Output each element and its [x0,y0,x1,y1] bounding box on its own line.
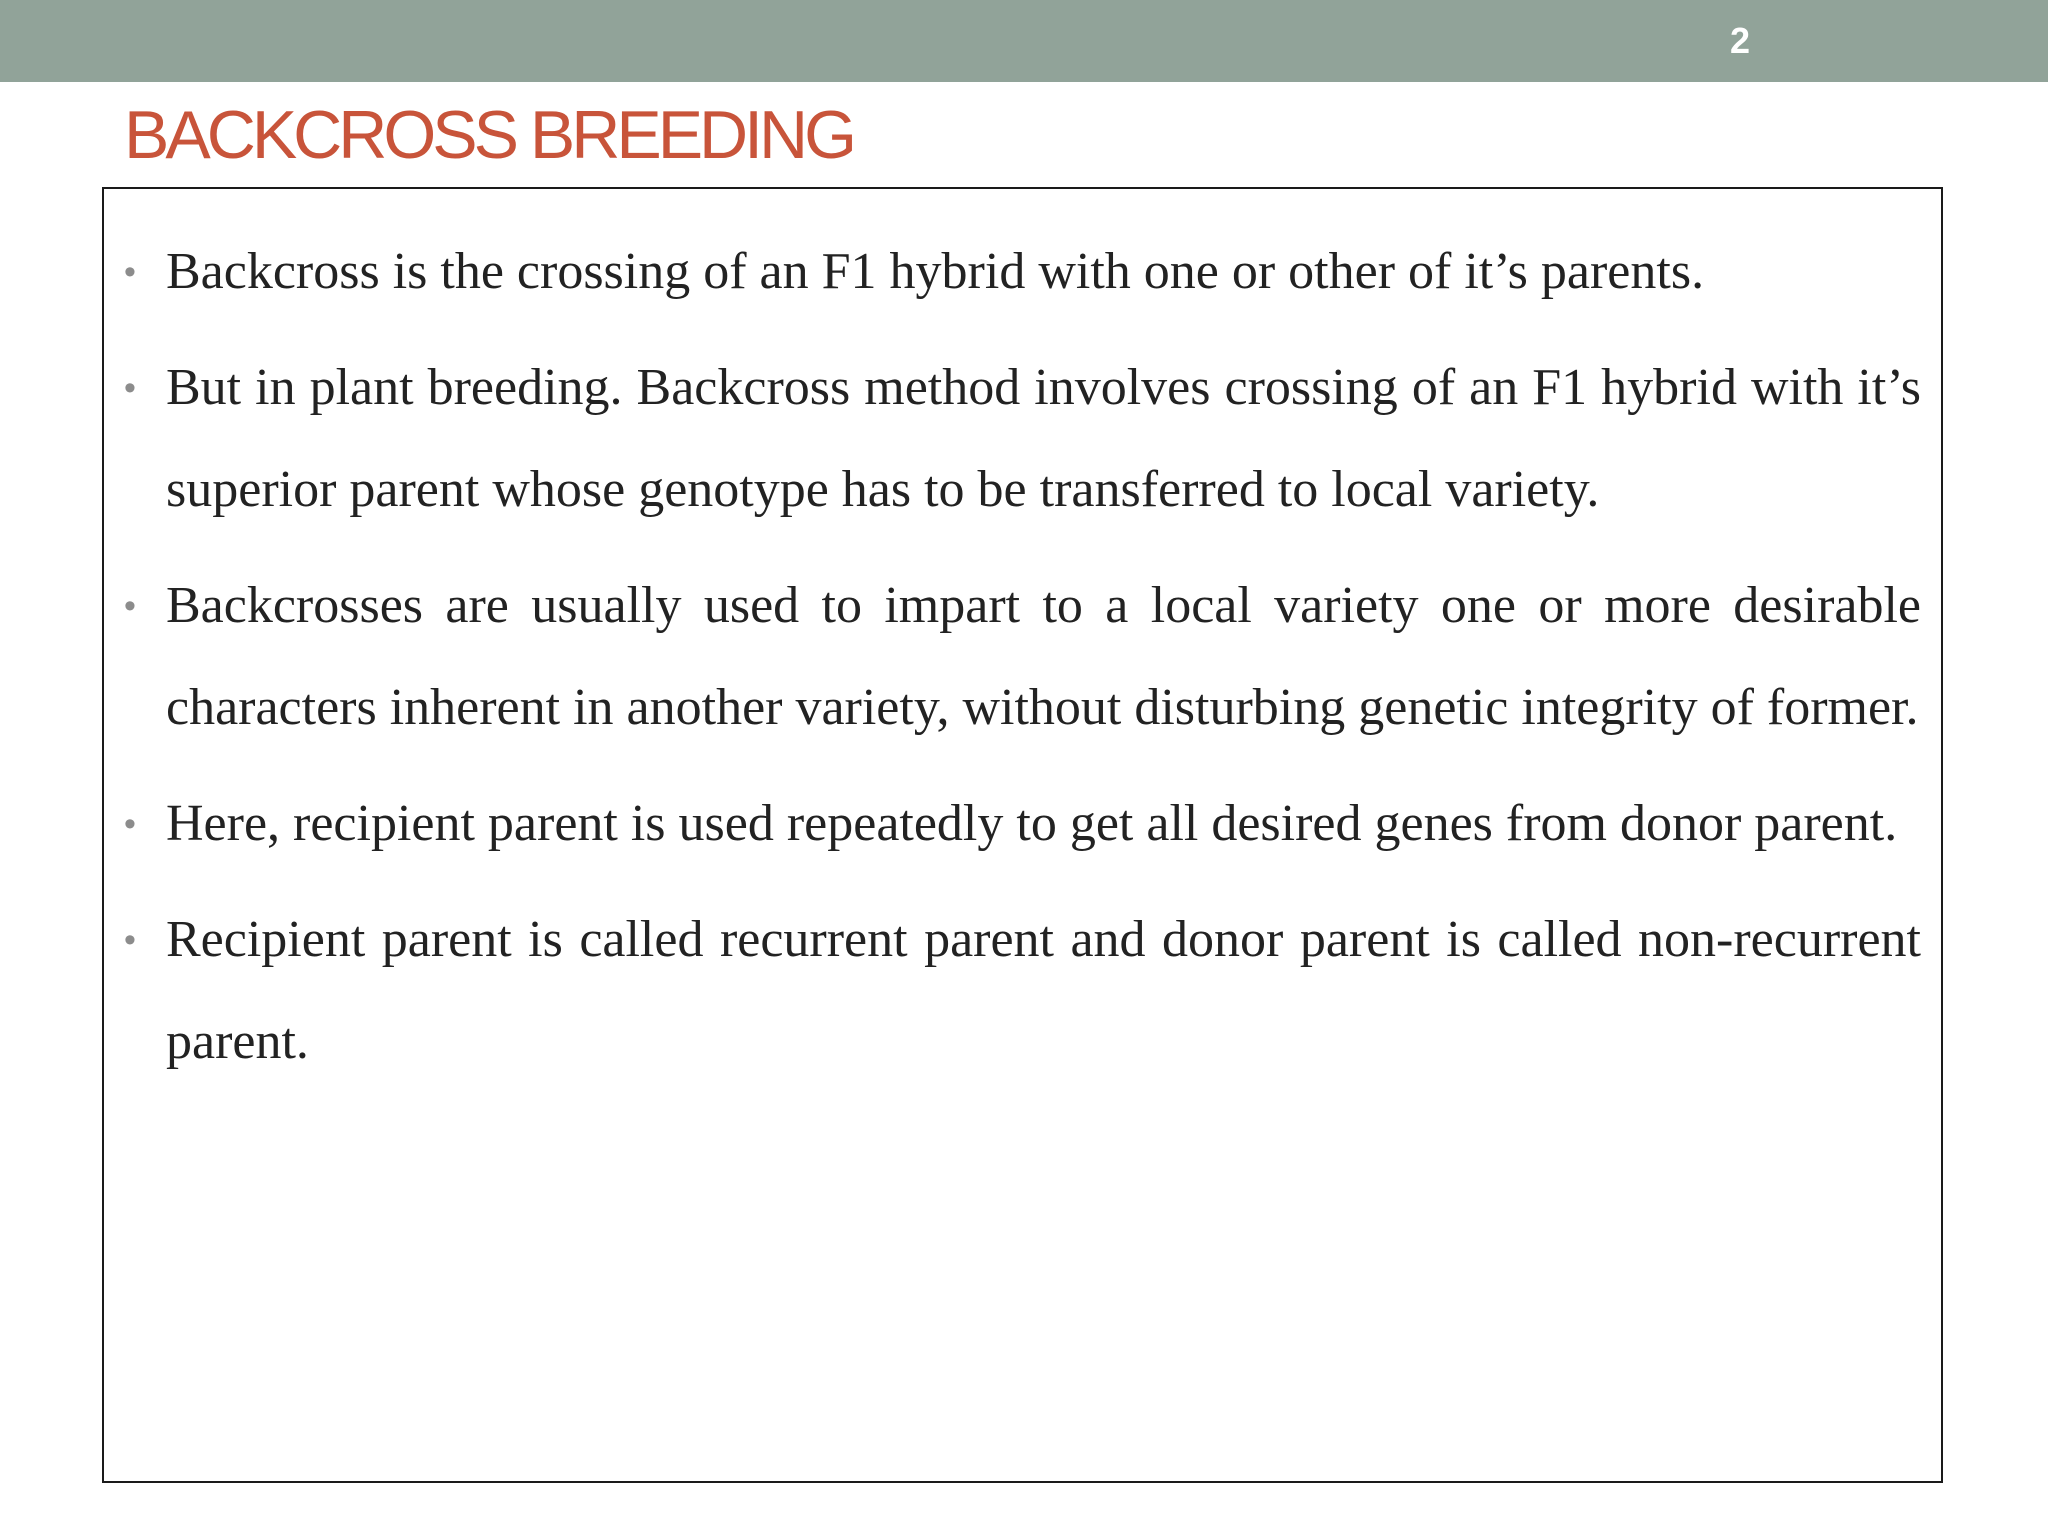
bullet-dot-icon: • [124,253,136,291]
bullet-dot-icon: • [124,921,136,959]
bullet-item [104,221,1941,323]
bullet-item [104,773,1941,875]
bullet-text: But in plant breeding. Backcross method involves crossing of an F1 hybrid with it’s superior parent whose genotype has to be transferred to local variety. [166,359,1921,518]
bullet-text: Recipient parent is called recurrent parent and donor parent is called non-recurrent parent. [166,911,1921,1070]
bullet-dot-icon: • [124,587,136,625]
content-box [102,187,1943,1483]
slide-number: 2 [1729,20,1751,61]
bullet-item [104,889,1941,1093]
slide-title: BACKCROSS BREEDING [124,97,854,173]
bullet-text: Backcross is the crossing of an F1 hybrid with one or other of it’s parents. [166,243,1705,300]
bullet-item [104,337,1941,541]
bullet-text: Backcrosses are usually used to impart to a local variety one or more desirable characters inherent in another variety, without disturbing genetic integrity of former. [166,577,1921,736]
bullet-dot-icon: • [124,805,136,843]
bullet-dot-icon: • [124,369,136,407]
bullet-text: Here, recipient parent is used repeatedly to get all desired genes from donor parent. [166,795,1898,852]
bullet-item [104,555,1941,759]
bullet-list [104,221,1941,1107]
slide-header-band [0,0,2048,82]
